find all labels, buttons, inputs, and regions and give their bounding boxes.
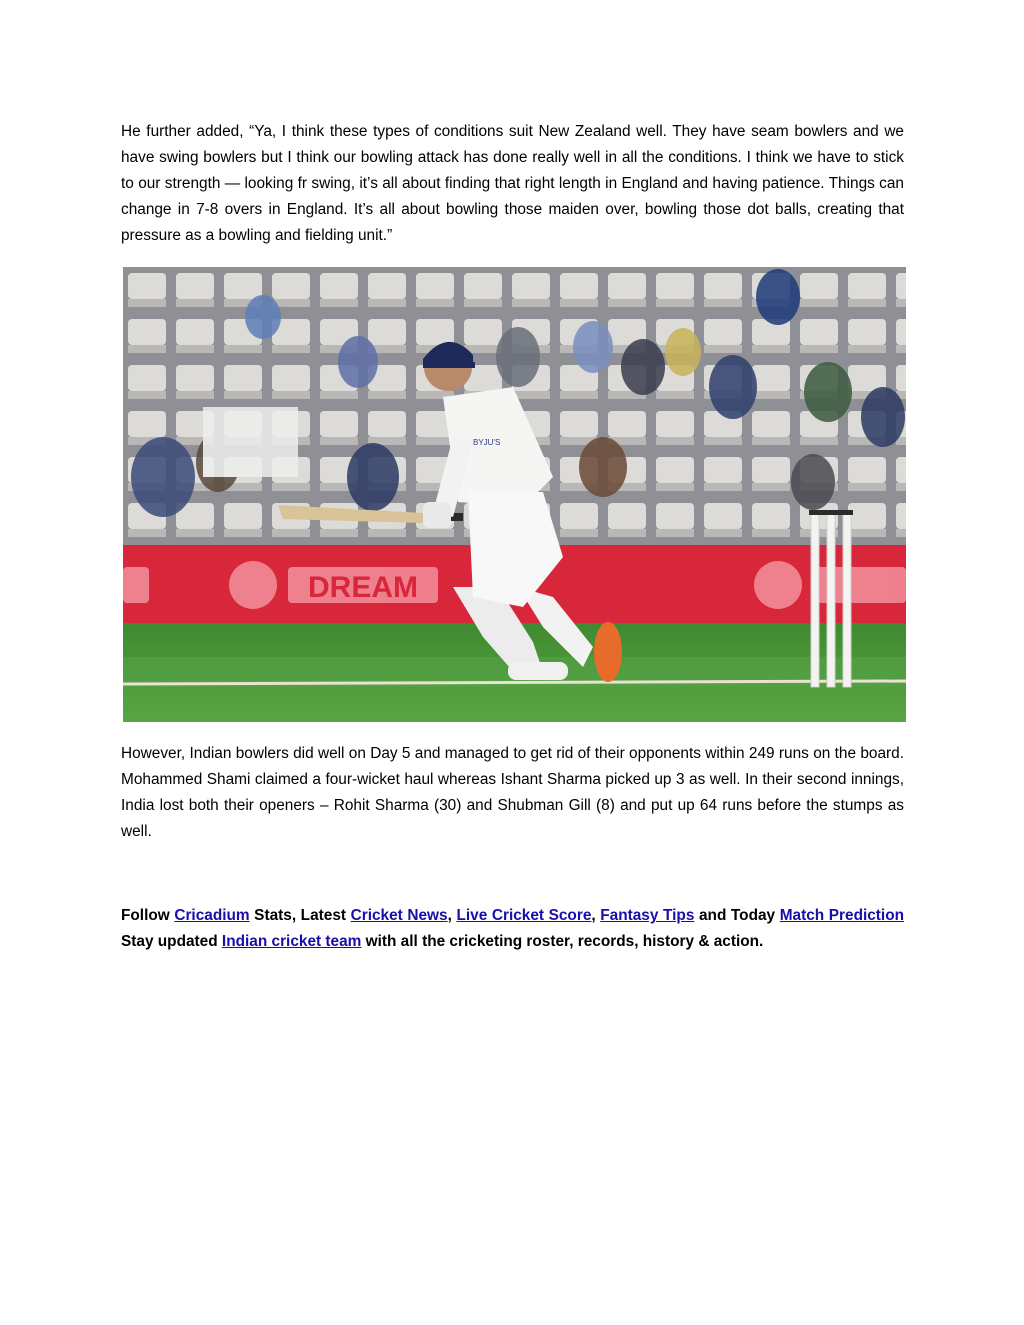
follow-paragraph [121, 903, 904, 955]
link-indian-cricket-team[interactable]: Indian cricket team [221, 933, 362, 950]
today-text: and Today [694, 907, 780, 924]
link-cricket-news[interactable]: Cricket News [350, 907, 448, 924]
board-text: DREAM [308, 571, 418, 604]
stay-updated-text: Stay updated [121, 933, 222, 950]
link-live-cricket-score[interactable]: Live Cricket Score [456, 907, 592, 924]
jersey-text: BYJU'S [473, 438, 501, 447]
follow-text: Follow [121, 907, 175, 924]
link-fantasy-tips[interactable]: Fantasy Tips [600, 907, 695, 924]
cricket-photo [123, 267, 906, 722]
comma-text: , [447, 907, 457, 924]
comma-text: , [591, 907, 601, 924]
match-paragraph: However, Indian bowlers did well on Day 5 and managed to get rid of their opponents within 249 runs on the board. Mohammed Shami claimed a four-wicket haul whereas Ishant Sharma picked up 3 as well. In their second innings, India lost both their openers – Rohit Sharma (30) and Shubman Gill (8) and put up 64 runs before the stumps as well. [121, 745, 904, 840]
link-match-prediction[interactable]: Match Prediction [779, 907, 905, 924]
closing-text: with all the cricketing roster, records, history & action. [361, 933, 764, 950]
stats-text: Stats, Latest [249, 907, 351, 924]
link-cricadium[interactable]: Cricadium [174, 907, 250, 924]
quote-paragraph: He further added, “Ya, I think these types of conditions suit New Zealand well. They have seam bowlers and we have swing bowlers but I think our bowling attack has done really well in all the conditions. I think we have to stick to our strength — looking fr swing, it’s all about finding that right length in England and having patience. Things can change in 7-8 overs in England. It’s all about bowling those maiden over, bowling those dot balls, creating that pressure as a bowling and fielding unit.” [121, 123, 904, 244]
